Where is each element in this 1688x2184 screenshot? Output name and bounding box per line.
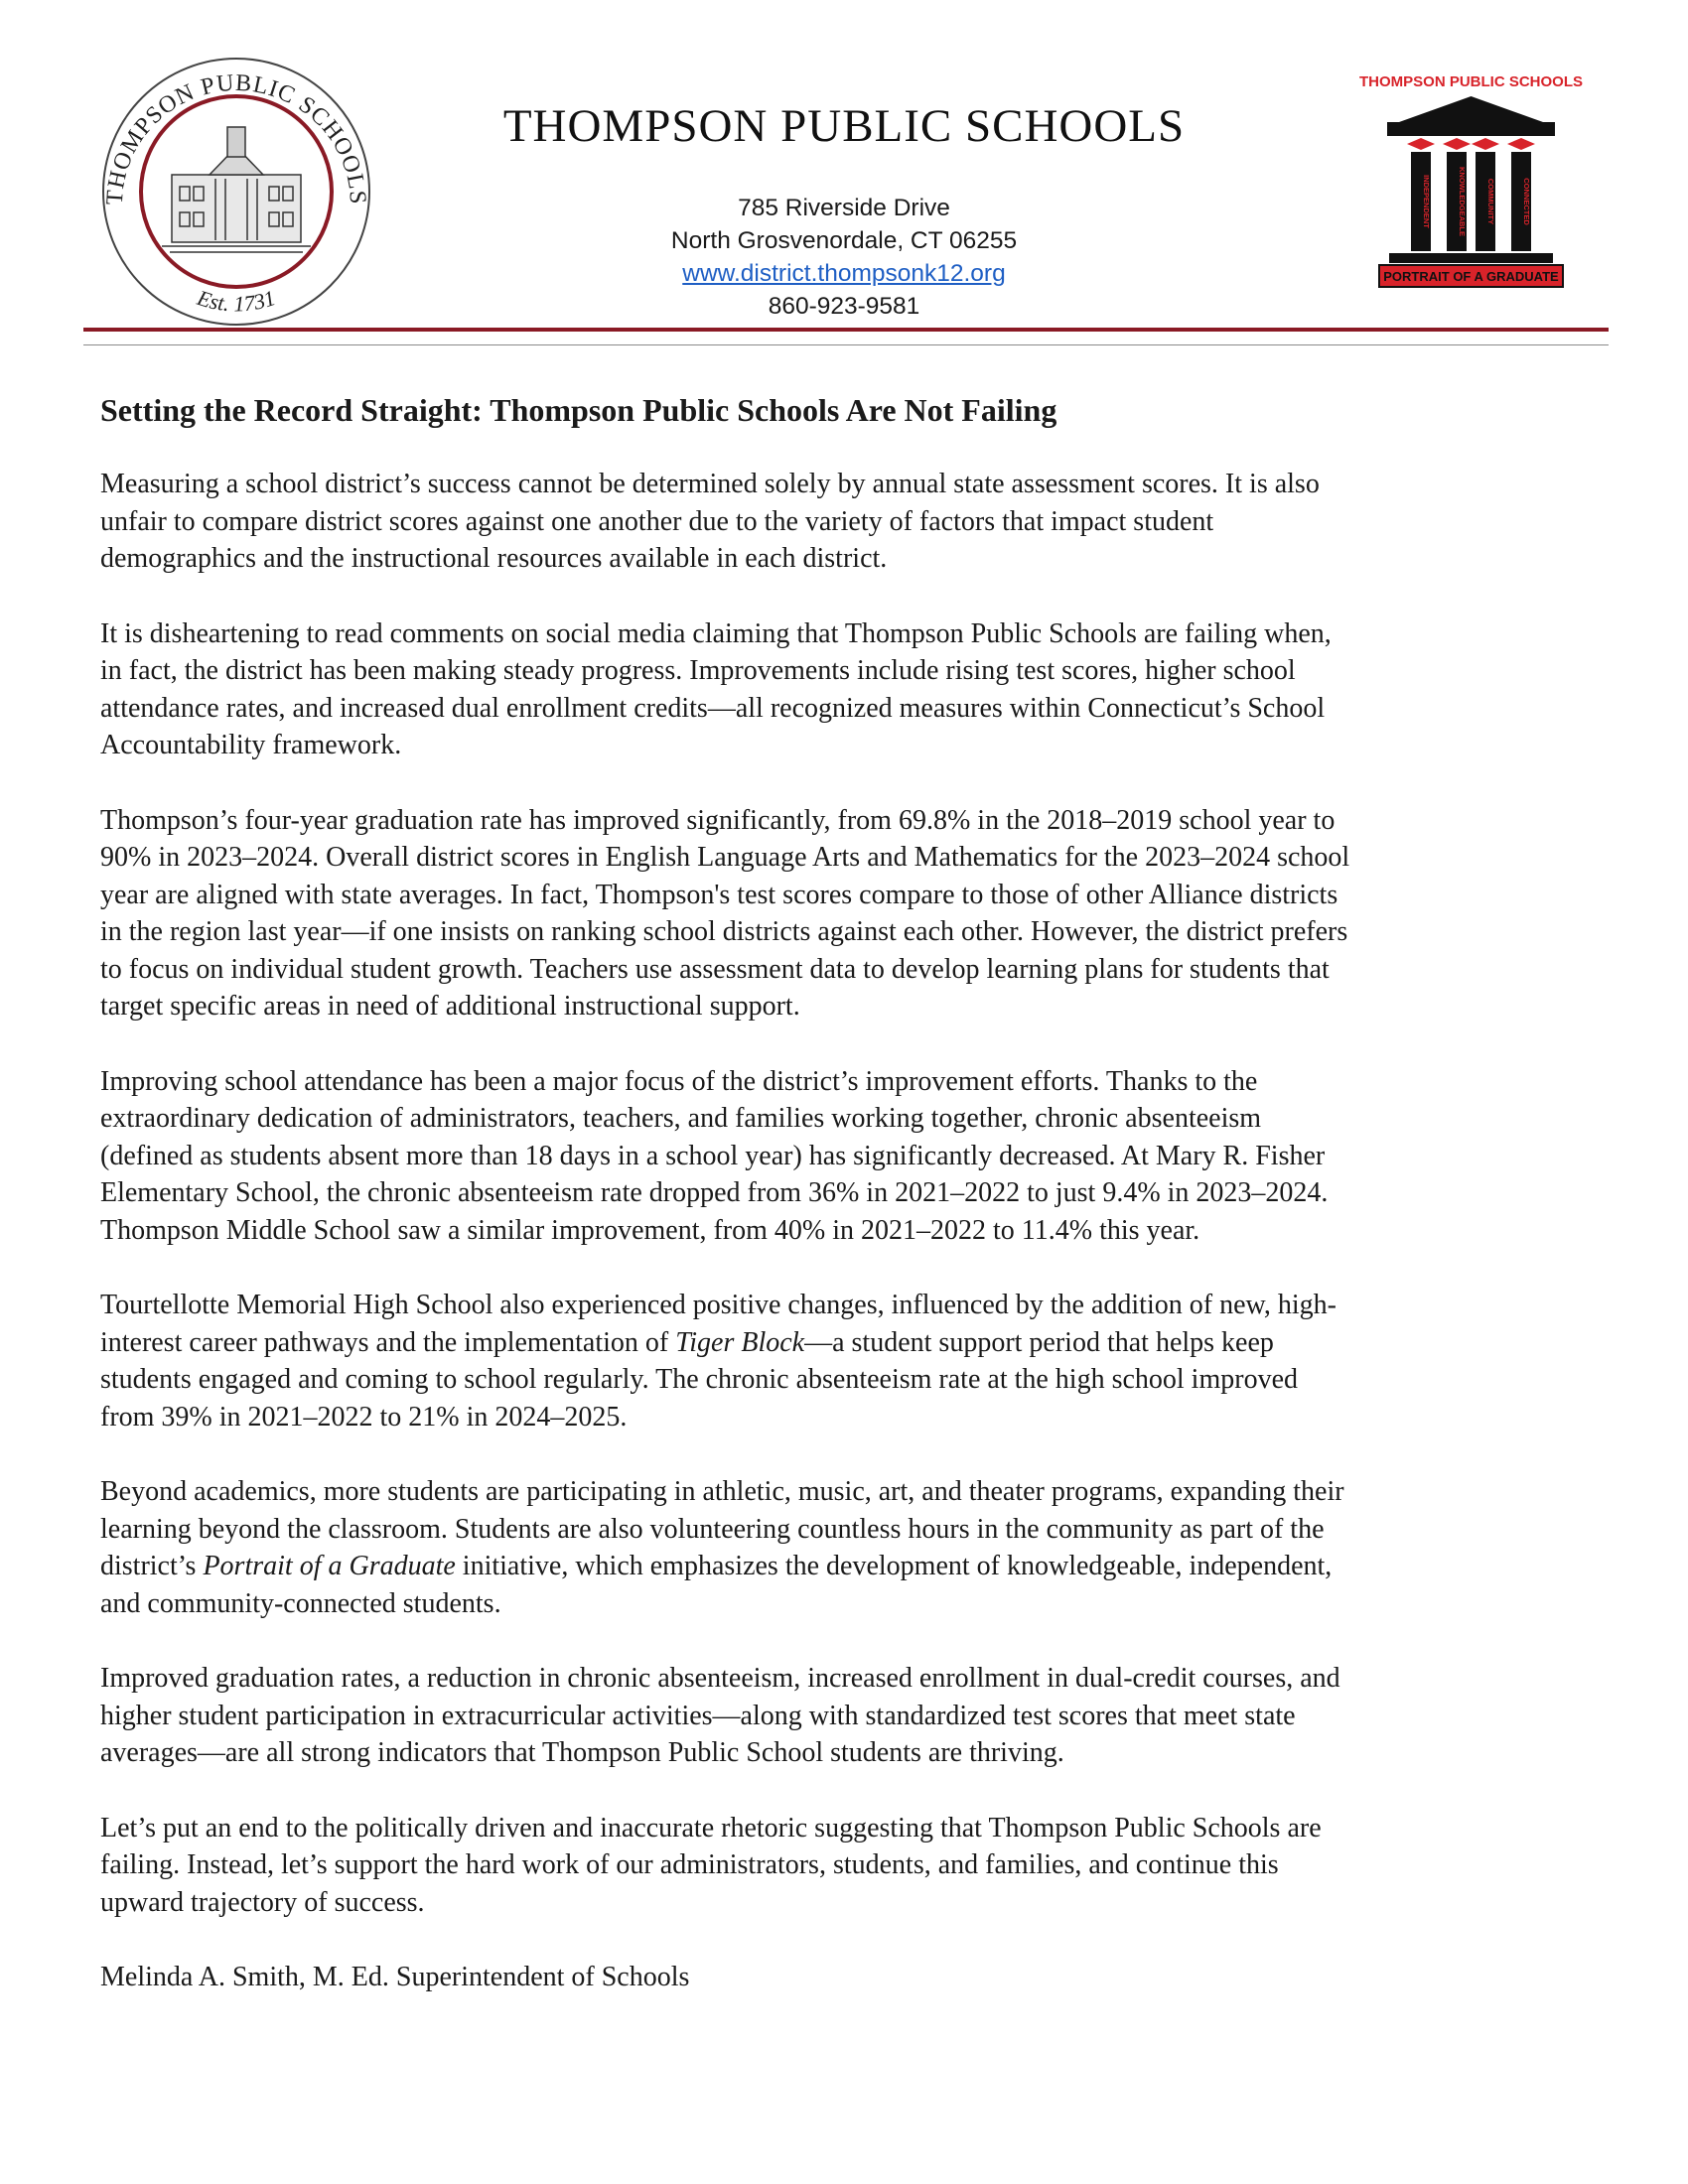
logo-top-text: THOMPSON PUBLIC SCHOOLS xyxy=(1359,73,1583,90)
website-link[interactable]: www.district.thompsonk12.org xyxy=(682,260,1006,287)
text-line: to focus on individual student growth. Teachers use assessment data to develop learning plans for students that xyxy=(100,953,1330,985)
text-line: Thompson Middle School saw a similar improvement, from 40% in 2021–2022 to 11.4% this year. xyxy=(100,1214,1200,1246)
text-line: Accountability framework. xyxy=(100,730,402,760)
text-line: Measuring a school district’s success cannot be determined solely by annual state assessment scores. It is also xyxy=(100,469,1320,499)
text-line: in fact, the district has been making steady progress. Improvements include rising test scores, higher school xyxy=(100,655,1296,686)
paragraph xyxy=(100,1660,1610,1772)
header-divider xyxy=(83,328,1609,332)
text-line: year are aligned with state averages. In fact, Thompson's test scores compare to those of other Alliance districts xyxy=(100,879,1338,910)
text-segment: initiative, which emphasizes the development of knowledgeable, independent, xyxy=(455,1551,1333,1581)
portrait-of-graduate-term: Portrait of a Graduate xyxy=(203,1551,456,1581)
seal-arc-text: THOMPSON PUBLIC SCHOOLS xyxy=(101,69,371,206)
school-building-icon xyxy=(162,127,311,252)
address-city: North Grosvenordale, CT 06255 xyxy=(670,227,1018,254)
header-divider-thin xyxy=(83,344,1609,345)
article-body xyxy=(100,390,1610,2034)
text-line: unfair to compare district scores against one another due to the variety of factors that impact student xyxy=(100,505,1214,537)
article-headline: Setting the Record Straight: Thompson Public Schools Are Not Failing xyxy=(100,392,1057,428)
pillar-label: CONNECTED xyxy=(1522,178,1531,225)
paragraph xyxy=(100,615,1610,764)
text-line: attendance rates, and increased dual enrollment credits—all recognized measures within Connecticut’s School xyxy=(100,692,1326,724)
text-line: It is disheartening to read comments on social media claiming that Thompson Public Schools are failing when, xyxy=(100,617,1332,649)
school-seal-logo xyxy=(100,56,372,328)
text-line: in the region last year—if one insists on ranking school districts against each other. However, the district prefers xyxy=(100,916,1348,947)
graduation-cap-icon xyxy=(1407,138,1535,150)
text-line: failing. Instead, let’s support the hard work of our administrators, students, and families, and continue this xyxy=(100,1849,1279,1880)
paragraph xyxy=(100,1063,1610,1250)
text-line: and community-connected students. xyxy=(100,1587,501,1619)
portrait-of-graduate-logo xyxy=(1359,72,1583,296)
signature-line: Melinda A. Smith, M. Ed. Superintendent of Schools xyxy=(100,1962,690,1992)
phone-number: 860-923-9581 xyxy=(768,293,920,320)
signature xyxy=(100,1959,1610,1996)
text-segment: —a student support period that helps keep xyxy=(804,1326,1274,1358)
text-segment: interest career pathways and the implementation of xyxy=(100,1326,676,1358)
pillar-label: KNOWLEDGEABLE xyxy=(1458,167,1467,236)
text-line: averages—are all strong indicators that Thompson Public School students are thriving. xyxy=(100,1737,1064,1768)
text-segment: district’s xyxy=(100,1551,204,1581)
text-line: students engaged and coming to school regularly. The chronic absenteeism rate at the high school improved xyxy=(100,1364,1298,1395)
paragraph xyxy=(100,1473,1610,1622)
text-line: from 39% in 2021–2022 to 21% in 2024–2025. xyxy=(100,1401,628,1433)
text-line: Tourtellotte Memorial High School also experienced positive changes, influenced by the addition of new, high- xyxy=(100,1290,1337,1320)
text-line: (defined as students absent more than 18 days in a school year) has significantly decreased. At Mary R. Fisher xyxy=(100,1140,1326,1171)
text-line: Let’s put an end to the politically driven and inaccurate rhetoric suggesting that Thompson Public Schools are xyxy=(100,1812,1322,1843)
paragraph xyxy=(100,466,1610,578)
text-line: Improved graduation rates, a reduction in chronic absenteeism, increased enrollment in dual-credit courses, and xyxy=(100,1663,1340,1694)
text-line: Improving school attendance has been a major focus of the district’s improvement efforts. Thanks to the xyxy=(100,1065,1258,1097)
text-line xyxy=(100,1548,1610,1585)
paragraph xyxy=(100,1810,1610,1922)
text-line: demographics and the instructional resources available in each district. xyxy=(100,543,888,574)
text-line: Beyond academics, more students are participating in athletic, music, art, and theater programs, expanding their xyxy=(100,1476,1344,1507)
text-line: learning beyond the classroom. Students are also volunteering countless hours in the community as part of the xyxy=(100,1513,1325,1545)
address-street: 785 Riverside Drive xyxy=(738,195,950,221)
pillar-label: INDEPENDENT xyxy=(1422,175,1431,228)
text-line: target specific areas in need of additional instructional support. xyxy=(100,991,800,1022)
text-line: 90% in 2023–2024. Overall district scores in English Language Arts and Mathematics for the 2023–2024 school xyxy=(100,842,1350,873)
paragraph xyxy=(100,802,1610,1025)
text-line xyxy=(100,1324,1610,1362)
text-line: Elementary School, the chronic absenteeism rate dropped from 36% in 2021–2022 to just 9.4% in 2023–2024. xyxy=(100,1177,1329,1208)
header-title: THOMPSON PUBLIC SCHOOLS xyxy=(502,100,1186,152)
text-line: higher student participation in extracurricular activities—along with standardized test scores that meet state xyxy=(100,1700,1296,1731)
text-line: upward trajectory of success. xyxy=(100,1886,425,1918)
pillar-label: COMMUNITY xyxy=(1486,178,1495,225)
logo-banner-text: PORTRAIT OF A GRADUATE xyxy=(1383,269,1559,284)
tiger-block-term: Tiger Block xyxy=(675,1326,805,1358)
seal-est-text: Est. 1731 xyxy=(194,285,279,317)
text-line: extraordinary dedication of administrators, teachers, and families working together, chronic absenteeism xyxy=(100,1103,1262,1134)
text-line: Thompson’s four-year graduation rate has improved significantly, from 69.8% in the 2018–2019 school year to xyxy=(100,804,1336,836)
paragraph xyxy=(100,1287,1610,1435)
